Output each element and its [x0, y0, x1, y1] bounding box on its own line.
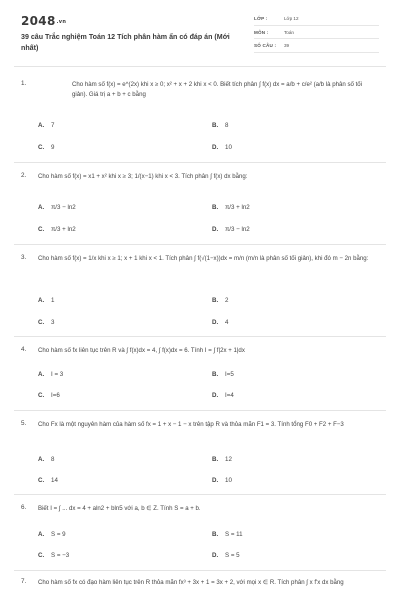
divider — [14, 336, 386, 337]
question-number: 7. — [21, 578, 27, 585]
option-c[interactable] — [38, 552, 69, 559]
meta-key: SỐ CÂU : — [254, 43, 277, 48]
option-value: 7 — [51, 122, 55, 129]
option-value: 9 — [51, 144, 55, 151]
option-letter: C. — [38, 319, 45, 326]
option-value: 8 — [225, 122, 229, 129]
option-value: S = −3 — [51, 552, 70, 559]
option-letter: C. — [38, 477, 45, 484]
option-value: 14 — [51, 477, 58, 484]
meta-key: LỚP : — [254, 16, 268, 21]
question-text: Cho hàm số fx có đạo hàm liên tục trên R thỏa mãn fx³ + 3x + 1 = 3x + 2, với mọi x ∈ R. Tích phân ∫ x f'x dx bằng — [38, 579, 344, 586]
option-letter: A. — [38, 371, 45, 378]
option-a[interactable] — [38, 122, 54, 129]
option-b[interactable] — [212, 531, 243, 538]
option-letter: D. — [212, 477, 219, 484]
option-letter: A. — [38, 122, 45, 129]
question-number: 4. — [21, 346, 27, 353]
option-value: 8 — [51, 456, 55, 463]
meta-panel — [254, 14, 379, 55]
option-value: 4 — [225, 319, 229, 326]
option-d[interactable] — [212, 392, 234, 399]
option-b[interactable] — [212, 122, 228, 129]
option-value: 10 — [225, 144, 232, 151]
option-value: S = 9 — [51, 531, 66, 538]
option-value: π/3 − ln2 — [51, 204, 76, 211]
option-value: I=6 — [51, 392, 60, 399]
option-letter: D. — [212, 392, 219, 399]
question-6 — [14, 504, 386, 566]
option-letter: B. — [212, 297, 219, 304]
question-5 — [14, 420, 386, 490]
meta-value: 39 — [284, 43, 290, 48]
option-letter: A. — [38, 297, 45, 304]
option-value: S = 11 — [225, 531, 243, 538]
option-letter: C. — [38, 226, 45, 233]
divider — [14, 410, 386, 411]
question-number: 2. — [21, 172, 27, 179]
divider — [14, 494, 386, 495]
question-1 — [14, 80, 386, 160]
question-text: Cho hàm số f(x) = 1/x khi x ≥ 1; x + 1 khi x < 1. Tích phân ∫ f(√(1−x))dx = m/n (m/n là phân số tối giản), khi đó m − 2n bằng: — [38, 255, 369, 262]
option-letter: C. — [38, 392, 45, 399]
option-d[interactable] — [212, 552, 240, 559]
logo-text: 2048 — [21, 14, 56, 28]
option-a[interactable] — [38, 456, 54, 463]
meta-row-count — [254, 41, 379, 53]
meta-value: Lớp 12 — [284, 16, 299, 21]
option-d[interactable] — [212, 319, 228, 326]
option-c[interactable] — [38, 319, 54, 326]
option-a[interactable] — [38, 531, 66, 538]
option-value: S = 5 — [225, 552, 240, 559]
option-letter: B. — [212, 371, 219, 378]
site-logo[interactable] — [21, 14, 66, 28]
option-letter: D. — [212, 552, 219, 559]
option-value: π/3 + ln2 — [51, 226, 76, 233]
option-value: 1 — [51, 297, 55, 304]
option-value: 10 — [225, 477, 232, 484]
option-letter: B. — [212, 122, 219, 129]
question-number: 1. — [21, 80, 27, 87]
option-letter: D. — [212, 144, 219, 151]
option-value: I=5 — [225, 371, 234, 378]
option-letter: C. — [38, 552, 45, 559]
meta-key: MÔN : — [254, 29, 269, 35]
meta-row-class — [254, 14, 379, 26]
question-number: 3. — [21, 254, 27, 261]
question-text: Cho hàm số f(x) = e^(2x) khi x ≥ 0; x² + x + 2 khi x < 0. Biết tích phân ∫ f(x) dx = a/b + c/e² (a/b là phân số tối giản). Giá trị a + b + c bằng — [72, 81, 363, 98]
question-7 — [14, 578, 386, 600]
option-value: 12 — [225, 456, 232, 463]
option-a[interactable] — [38, 297, 54, 304]
option-a[interactable] — [38, 371, 63, 378]
option-c[interactable] — [38, 226, 76, 233]
option-b[interactable] — [212, 204, 250, 211]
question-text: Cho hàm số f(x) = x1 + x² khi x ≥ 3; 1/(x−1) khi x < 3. Tích phân ∫ f(x) dx bằng: — [38, 173, 248, 180]
option-value: I=4 — [225, 392, 234, 399]
question-4 — [14, 346, 386, 406]
option-letter: B. — [212, 531, 219, 538]
option-value: I = 3 — [51, 371, 64, 378]
option-b[interactable] — [212, 371, 234, 378]
option-d[interactable] — [212, 144, 232, 151]
option-b[interactable] — [212, 297, 228, 304]
option-d[interactable] — [212, 477, 232, 484]
option-value: 2 — [225, 297, 229, 304]
divider — [14, 66, 386, 67]
question-2 — [14, 172, 386, 242]
logo-tld: .vn — [56, 18, 67, 25]
question-text: Biết I = ∫ ... dx = 4 + aln2 + bln5 với a, b ∈ Z. Tính S = a + b. — [38, 505, 201, 512]
option-b[interactable] — [212, 456, 232, 463]
option-letter: A. — [38, 531, 45, 538]
meta-value: Toán — [284, 29, 294, 35]
question-3 — [14, 254, 386, 334]
divider — [14, 162, 386, 163]
option-letter: A. — [38, 204, 45, 211]
document-title: 39 câu Trắc nghiệm Toán 12 Tích phân hàm ẩn có đáp án (Mới nhất) — [21, 33, 230, 52]
divider — [14, 244, 386, 245]
question-text: Cho Fx là một nguyên hàm của hàm số fx = 1 + x − 1 − x trên tập R và thỏa mãn F1 = 3. Tính tổng F0 + F2 + F−3 — [38, 421, 344, 428]
question-number: 5. — [21, 420, 27, 427]
option-letter: D. — [212, 319, 219, 326]
divider — [14, 570, 386, 571]
option-value: π/3 − ln2 — [225, 226, 250, 233]
question-text: Cho hàm số fx liên tục trên R và ∫ f(x)dx = 4, ∫ f(x)dx = 6. Tính I = ∫ f|2x + 1|dx — [38, 347, 245, 354]
option-letter: B. — [212, 204, 219, 211]
option-c[interactable] — [38, 144, 54, 151]
meta-row-subject — [254, 28, 379, 40]
option-value: 3 — [51, 319, 55, 326]
option-letter: B. — [212, 456, 219, 463]
option-d[interactable] — [212, 226, 250, 233]
option-c[interactable] — [38, 477, 58, 484]
option-letter: A. — [38, 456, 45, 463]
option-c[interactable] — [38, 392, 60, 399]
option-a[interactable] — [38, 204, 76, 211]
question-number: 6. — [21, 504, 27, 511]
option-value: π/3 + ln2 — [225, 204, 250, 211]
option-letter: C. — [38, 144, 45, 151]
option-letter: D. — [212, 226, 219, 233]
